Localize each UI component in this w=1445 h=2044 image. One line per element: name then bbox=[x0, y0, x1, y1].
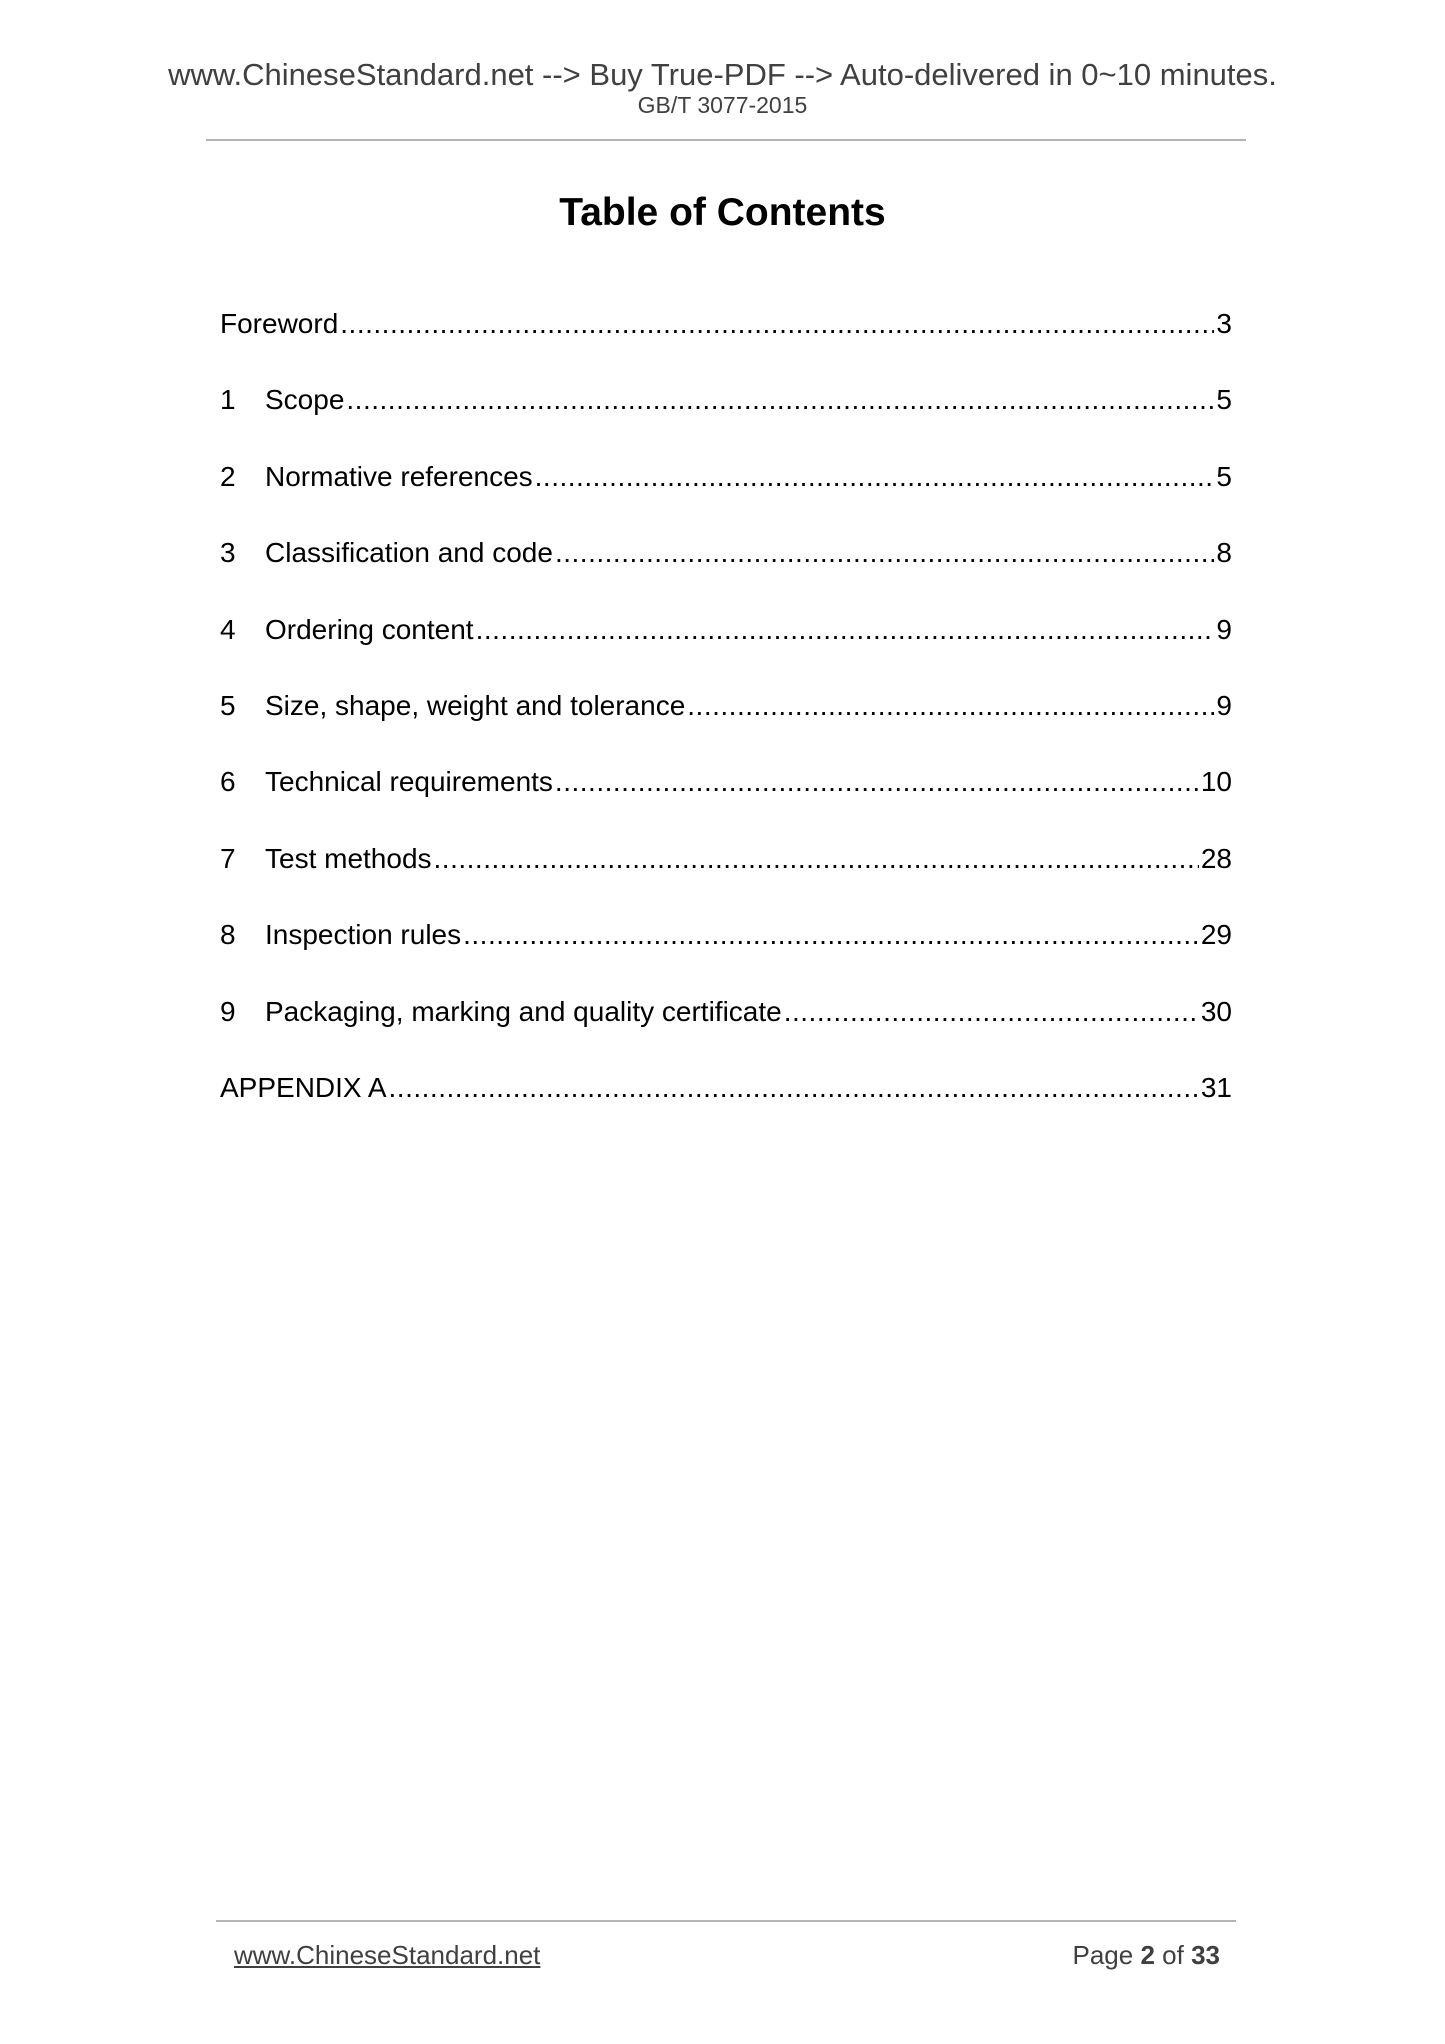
toc-entry-page: 9 bbox=[1216, 689, 1232, 721]
toc-dot-leader bbox=[476, 611, 1215, 649]
toc-entry-label: Test methods bbox=[265, 842, 432, 874]
footer-divider bbox=[216, 1920, 1236, 1922]
toc-entry-page: 5 bbox=[1216, 460, 1232, 492]
toc-dot-leader bbox=[389, 1069, 1199, 1107]
toc-dot-leader bbox=[555, 763, 1199, 801]
toc-entry-page: 8 bbox=[1216, 537, 1232, 569]
toc-entry-inspection-rules[interactable] bbox=[220, 916, 1232, 992]
document-code: GB/T 3077-2015 bbox=[637, 92, 808, 118]
toc-entry-number: 9 bbox=[220, 995, 236, 1027]
toc-entry-test-methods[interactable] bbox=[220, 840, 1232, 916]
header-banner: www.ChineseStandard.net --> Buy True-PDF --> Auto-delivered in 0~10 minutes. bbox=[168, 57, 1277, 92]
page-title: Table of Contents bbox=[559, 191, 886, 234]
toc-entry-page: 5 bbox=[1216, 384, 1232, 416]
header-divider bbox=[206, 139, 1246, 141]
toc-entry-appendix-a[interactable] bbox=[220, 1069, 1232, 1145]
toc-entry-page: 9 bbox=[1216, 613, 1232, 645]
toc-entry-classification-and-code[interactable] bbox=[220, 534, 1232, 610]
toc-dot-leader bbox=[434, 840, 1199, 878]
toc-entry-label: Foreword bbox=[220, 308, 339, 339]
toc-entry-label: Inspection rules bbox=[265, 919, 462, 951]
toc-dot-leader bbox=[555, 534, 1214, 572]
toc-entry-label: Size, shape, weight and tolerance bbox=[265, 689, 686, 721]
toc-entry-foreword[interactable] bbox=[220, 305, 1232, 381]
toc-entry-number: 8 bbox=[220, 919, 236, 951]
toc-entry-scope[interactable] bbox=[220, 381, 1232, 457]
toc-entry-packaging-marking[interactable] bbox=[220, 993, 1232, 1069]
toc-entry-label: Scope bbox=[265, 384, 345, 416]
toc-entry-number: 4 bbox=[220, 613, 236, 645]
toc-entry-label: APPENDIX A bbox=[220, 1071, 387, 1103]
toc-entry-ordering-content[interactable] bbox=[220, 611, 1232, 687]
toc-entry-page: 10 bbox=[1200, 766, 1232, 798]
toc-entry-page: 30 bbox=[1200, 995, 1232, 1027]
toc-entry-page: 31 bbox=[1200, 1071, 1232, 1103]
toc-entry-normative-references[interactable] bbox=[220, 458, 1232, 534]
toc-dot-leader bbox=[346, 381, 1214, 419]
toc-dot-leader bbox=[463, 916, 1199, 954]
toc-entry-number: 7 bbox=[220, 842, 236, 874]
toc-entry-label: Ordering content bbox=[265, 613, 474, 645]
toc-entry-label: Classification and code bbox=[265, 537, 553, 569]
toc-entry-number: 3 bbox=[220, 537, 236, 569]
toc-entry-page: 28 bbox=[1200, 842, 1232, 874]
toc-entry-number: 6 bbox=[220, 766, 236, 798]
page-of: of bbox=[1162, 1940, 1184, 1970]
page-prefix: Page bbox=[1072, 1940, 1134, 1970]
toc-entry-size-shape-weight[interactable] bbox=[220, 687, 1232, 763]
toc-dot-leader bbox=[340, 305, 1214, 343]
toc-entry-number: 5 bbox=[220, 689, 236, 721]
toc-entry-label: Technical requirements bbox=[265, 766, 553, 798]
toc-entry-label: Packaging, marking and quality certificate bbox=[265, 995, 782, 1027]
toc-dot-leader bbox=[687, 687, 1214, 725]
toc-entry-page: 29 bbox=[1200, 919, 1232, 951]
toc-entry-page: 3 bbox=[1216, 308, 1232, 339]
toc-entry-number: 1 bbox=[220, 384, 236, 416]
toc-list bbox=[220, 305, 1232, 1145]
toc-dot-leader bbox=[784, 993, 1199, 1031]
toc-entry-number: 2 bbox=[220, 460, 236, 492]
toc-entry-label: Normative references bbox=[265, 460, 533, 492]
footer-website-link[interactable]: www.ChineseStandard.net bbox=[234, 1940, 541, 1970]
toc-entry-technical-requirements[interactable] bbox=[220, 763, 1232, 839]
toc-dot-leader bbox=[535, 458, 1215, 496]
current-page-number: 2 bbox=[1140, 1940, 1155, 1970]
total-page-count: 33 bbox=[1191, 1940, 1220, 1970]
page-indicator bbox=[1072, 1940, 1220, 1970]
